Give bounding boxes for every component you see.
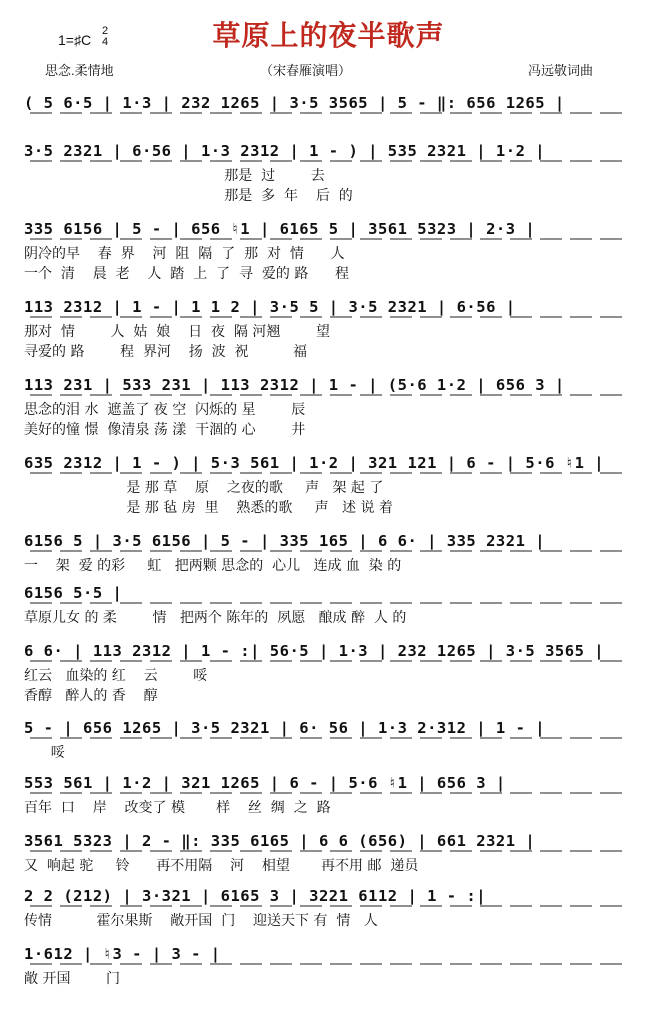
notation-row: 3·5 2321 | 6·56 | 1·3 2312 | 1 - ) | 535 2321 | 1·2 | bbox=[24, 142, 546, 160]
song-title: 草原上的夜半歌声 bbox=[212, 19, 445, 52]
lyric-line: 百年 口 岸 改变了 模 样 丝 绸 之 路 bbox=[24, 800, 331, 816]
singer-credit: （宋春雁演唱） bbox=[260, 63, 352, 78]
time-signature-top: 2 bbox=[102, 25, 109, 37]
lyric-line: 那对 情 人 姑 娘 日 夜 隔 河翘 望 bbox=[24, 324, 330, 340]
notation-row: 6156 5 | 3·5 6156 | 5 - | 335 165 | 6 6· | 335 2321 | bbox=[24, 532, 546, 550]
notation-row: 635 2312 | 1 - ) | 5·3 561 | 1·2 | 321 121 | 6 - | 5·6 ♮1 | bbox=[24, 454, 605, 472]
lyric-line: 那是 多 年 后 的 bbox=[24, 188, 353, 204]
lyric-line: 香醇 醉人的 香 醇 bbox=[24, 688, 158, 704]
notation-row: 5 - | 656 1265 | 3·5 2321 | 6· 56 | 1·3 2·312 | 1 - | bbox=[24, 719, 546, 737]
time-signature-bottom: 4 bbox=[102, 36, 109, 48]
composer-credit: 冯远敬词曲 bbox=[528, 63, 594, 78]
lyric-line: 哸 bbox=[24, 745, 65, 761]
lyric-line: 美好的憧 憬 像清泉 荡 漾 干涸的 心 井 bbox=[24, 422, 306, 438]
lyric-line: 是 那 毡 房 里 熟悉的歌 声 述 说 着 bbox=[24, 500, 393, 516]
lyric-line: 红云 血染的 红 云 哸 bbox=[24, 668, 208, 684]
notation-row: 113 2312 | 1 - | 1 1 2 | 3·5 5 | 3·5 2321 | 6·56 | bbox=[24, 298, 516, 316]
lyric-line: 又 响起 驼 铃 再不用隔 河 相望 再不用 邮 递员 bbox=[24, 858, 419, 874]
lyric-line: 思念的泪 水 遮盖了 夜 空 闪烁的 星 辰 bbox=[24, 402, 306, 418]
lyric-line: 寻爱的 路 程 界河 扬 波 祝 福 bbox=[24, 344, 308, 360]
time-signature bbox=[102, 26, 108, 48]
notation-row: 113 231 | 533 231 | 113 2312 | 1 - | (5·6 1·2 | 656 3 | bbox=[24, 376, 565, 394]
lyric-line: 一个 清 晨 老 人 踏 上 了 寻 爱的 路 程 bbox=[24, 266, 350, 282]
lyric-line: 阴冷的早 春 界 河 阻 隔 了 那 对 情 人 bbox=[24, 246, 345, 262]
notation-row: 2 2 (212) | 3·321 | 6165 3 | 3221 6112 | 1 - :| bbox=[24, 887, 487, 905]
notation-row: 335 6156 | 5 - | 656 ♮1 | 6165 5 | 3561 5323 | 2·3 | bbox=[24, 220, 536, 238]
lyric-line: 那是 过 去 bbox=[24, 168, 325, 184]
lyric-line: 敞 开国 门 bbox=[24, 971, 121, 987]
notation-row: 3561 5323 | 2 - ‖: 335 6165 | 6 6 (656) | 661 2321 | bbox=[24, 832, 536, 850]
notation-row: 6 6· | 113 2312 | 1 - :| 56·5 | 1·3 | 232 1265 | 3·5 3565 | bbox=[24, 642, 605, 660]
lyric-line: 是 那 草 原 之夜的歌 声 架 起 了 bbox=[24, 480, 384, 496]
lyric-line: 草原儿女 的 柔 情 把两个 陈年的 夙愿 酿成 醉 人 的 bbox=[24, 610, 407, 626]
notation-row: 1·612 | ♮3 - | 3 - | bbox=[24, 945, 221, 963]
key-signature: 1=♯C bbox=[58, 32, 92, 48]
lyric-line: 一 架 爱 的彩 虹 把两颗 思念的 心儿 连成 血 染 的 bbox=[24, 558, 402, 574]
notation-row: 553 561 | 1·2 | 321 1265 | 6 - | 5·6 ♮1 | 656 3 | bbox=[24, 774, 506, 792]
mood-marking: 思念.柔情地 bbox=[45, 63, 114, 78]
notation-row: 6156 5·5 | bbox=[24, 584, 123, 602]
notation-row: ( 5 6·5 | 1·3 | 232 1265 | 3·5 3565 | 5 - ‖: 656 1265 | bbox=[24, 94, 565, 112]
lyric-line: 传情 霍尔果斯 敞开国 门 迎送天下 有 情 人 bbox=[24, 913, 378, 929]
